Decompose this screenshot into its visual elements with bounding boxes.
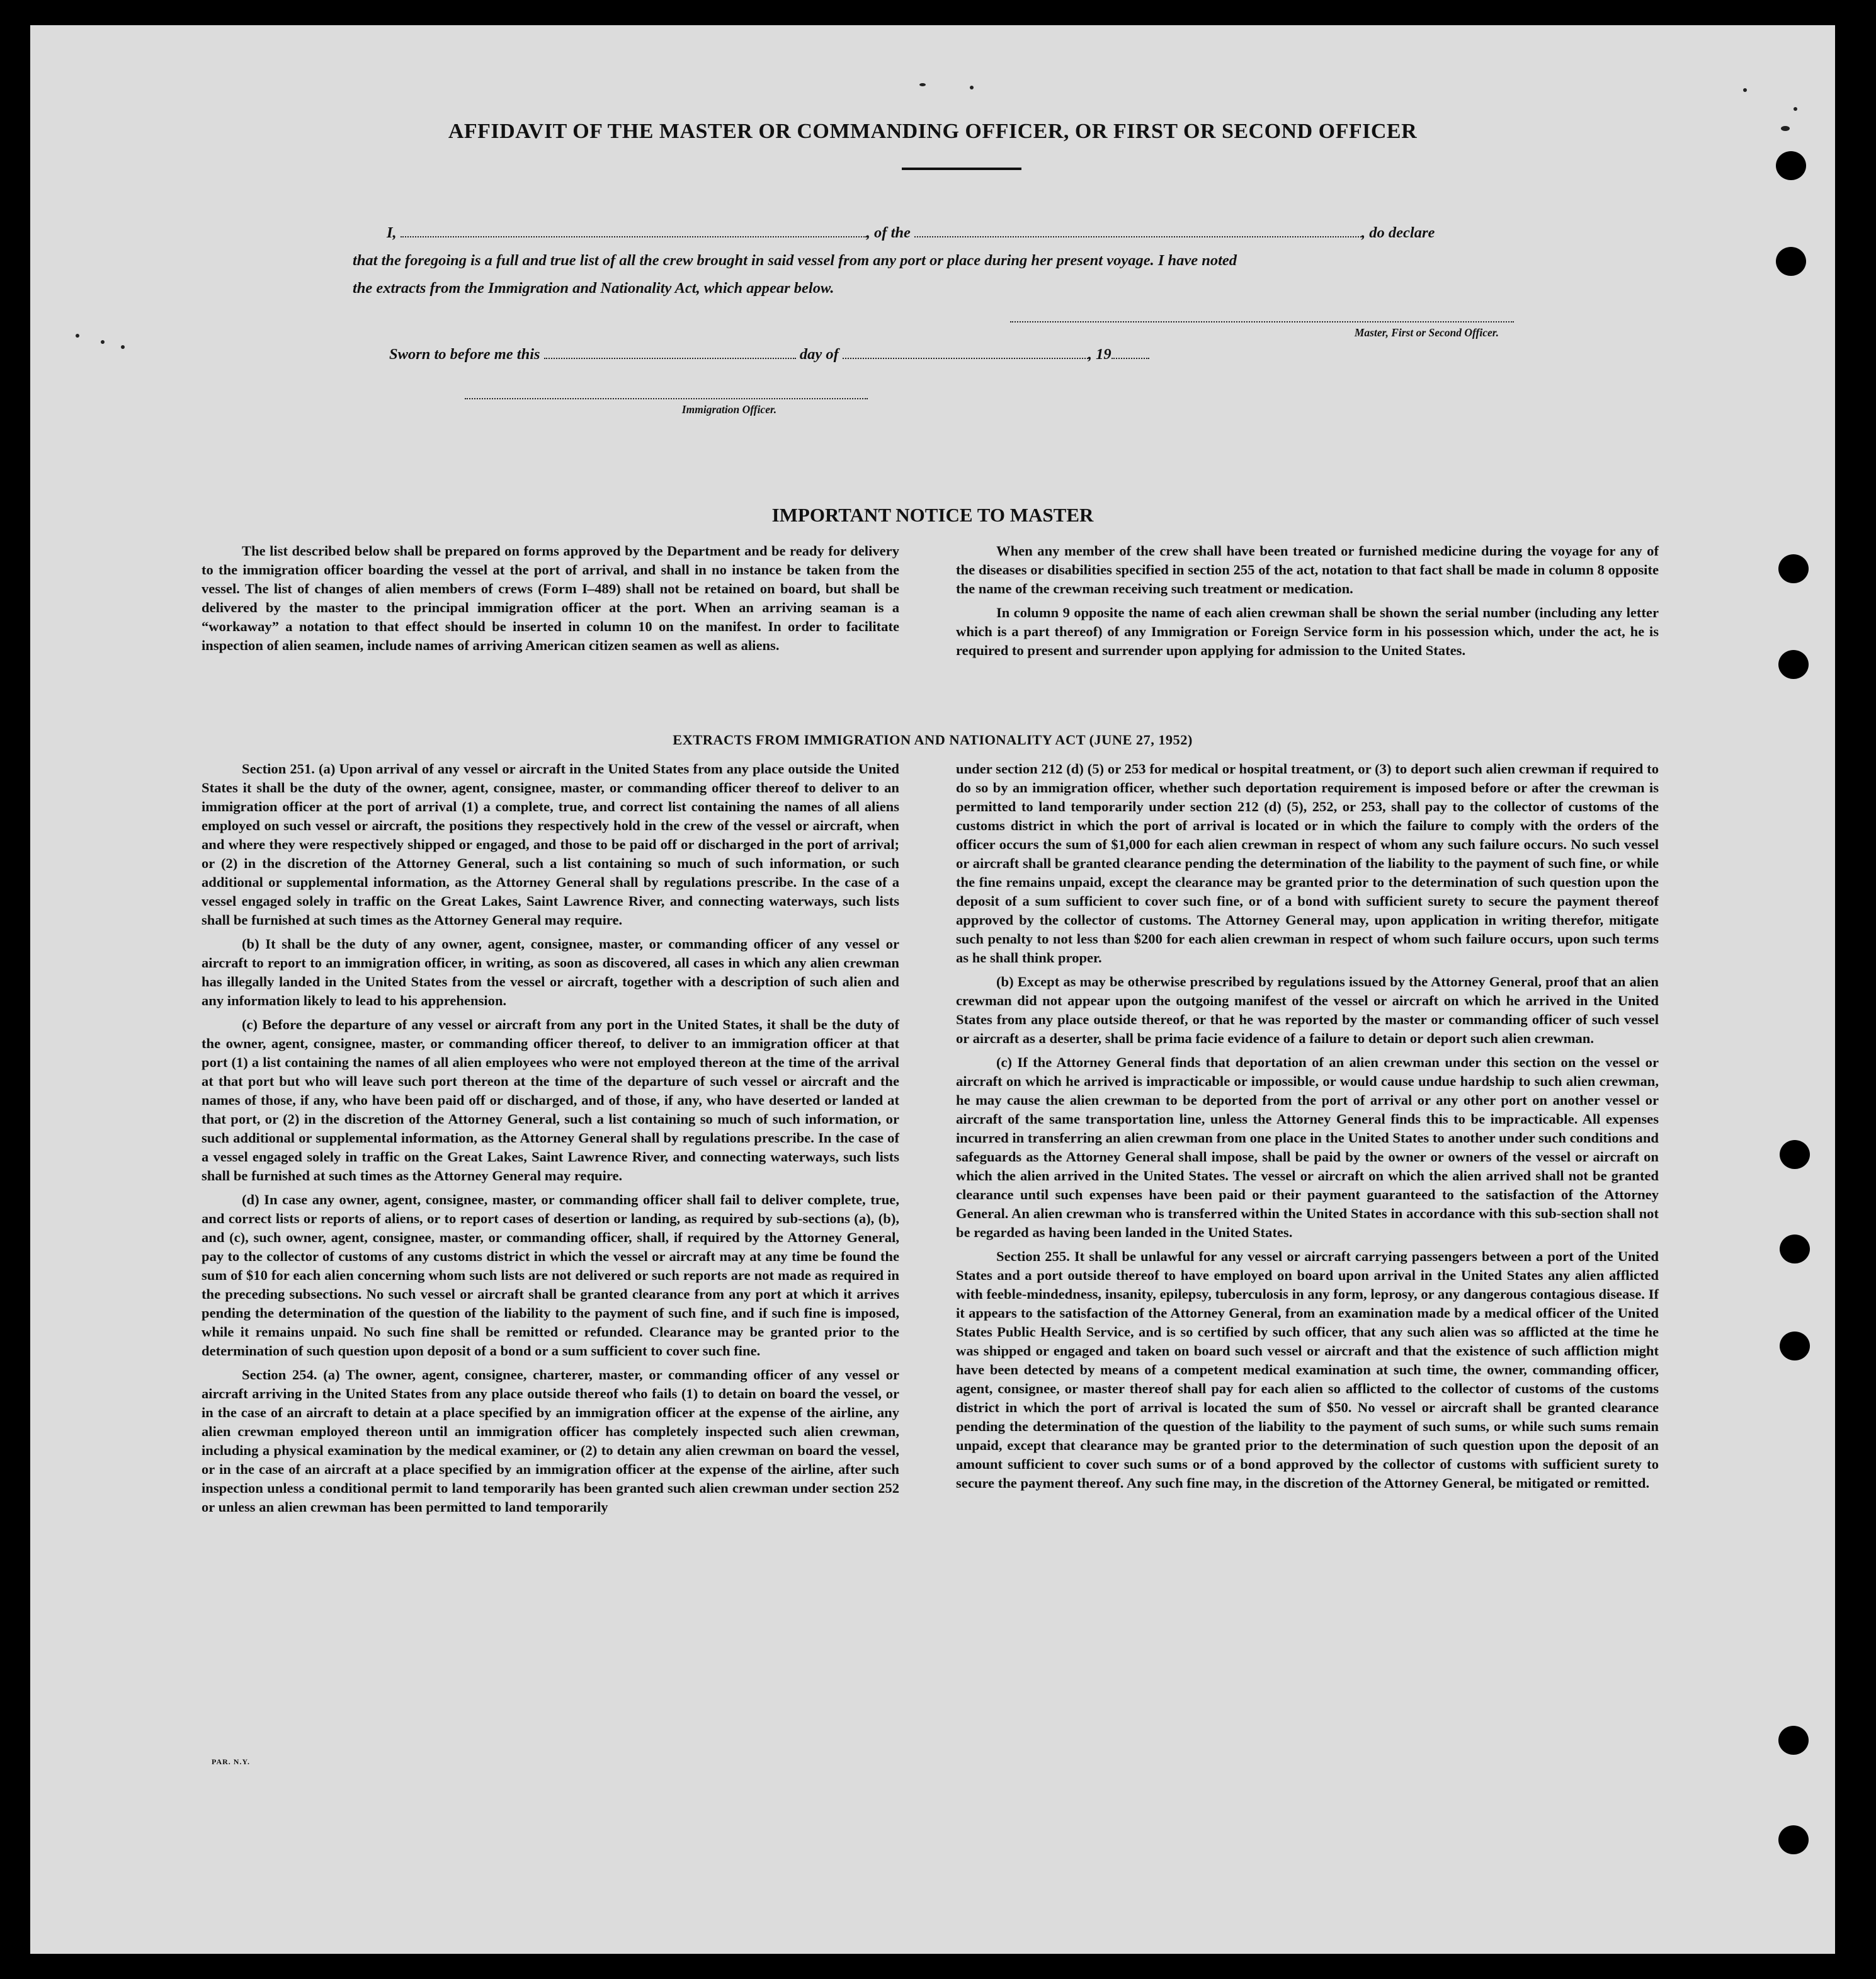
- section-254-b: (b) Except as may be otherwise prescribed by regulations issued by the Attorney General, proof that an alien crewman did not appear upon the outgoing manifest of the vessel or aircraft on which he arrived in the United States from any place outside thereof, or that he was reported by the master or commanding officer of such vessel or aircraft as a deserter, shall be prima facie evidence of a failure to detain or deport such alien crewman.: [956, 974, 1659, 1046]
- master-caption: Master, First or Second Officer.: [1354, 326, 1499, 339]
- footer-code: PAR. N.Y.: [212, 1757, 251, 1766]
- immigration-signature-line[interactable]: [465, 398, 868, 399]
- sworn-line: [389, 345, 1149, 363]
- extracts-left-column: [202, 760, 899, 1522]
- section-251-d: (d) In case any owner, agent, consignee, master, or commanding officer shall fail to deliver complete, true, and correct lists or reports of aliens, or to report cases of desertion or landing, as required by sub-sections (a), (b), and (c), such owner, agent, consignee, master, or commanding officer, shall, if required by the Attorney General, pay to the collector of customs of any customs district in which the vessel or aircraft may at any time be found the sum of $10 for each alien concerning whom such lists are not delivered or such reports are not made as required in the preceding subsections. No such vessel or aircraft shall be granted clearance from any port at which it arrives pending the determination of the question of the liability to the payment of such fine, and if such fine is imposed, while it remains unpaid. No such fine shall be remitted or refunded. Clearance may be granted prior to the determination of such question upon deposit of a bond or a sum sufficient to cover such fine.: [202, 1192, 899, 1359]
- i-label: I,: [387, 224, 397, 241]
- section-254-a: Section 254. (a) The owner, agent, consignee, charterer, master, or commanding officer of any vessel or aircraft arriving in the United States from any place outside thereof who fails (1) to detain on board the vessel, or in the case of an aircraft to detain at a place specified by an immigration officer at the expense of the airline, any alien crewman employed thereon until an immigration officer has completely inspected such alien crewman, including a physical examination by the medical examiner, or (2) to detain any alien crewman on board the vessel, or in the case of an aircraft at a place specified by an immigration officer at the expense of the airline, after such inspection unless a conditional permit to land temporarily has been granted such alien crewman under section 252 or unless an alien crewman has been permitted to land temporarily: [202, 1367, 899, 1515]
- section-251-a: Section 251. (a) Upon arrival of any vessel or aircraft in the United States from any place outside the United States it shall be the duty of the owner, agent, consignee, master, or commanding officer thereof to deliver to an immigration officer at the port of arrival (1) a complete, true, and correct list containing the names of all aliens employed on such vessel or aircraft, the positions they respectively hold in the crew of the vessel or aircraft, when and where they were respectively shipped or engaged, and those to be paid off or discharged in the port of arrival; or (2) in the discretion of the Attorney General, such a list containing so much of such information, or such additional or supplemental information, as the Attorney General shall by regulations prescribe. In the case of a vessel engaged solely in traffic on the Great Lakes, Saint Lawrence River, and connecting waterways, such lists shall be furnished at such times as the Attorney General may require.: [202, 761, 899, 928]
- speck: [76, 334, 79, 338]
- extracts-right-column: [956, 760, 1659, 1498]
- notice-left-column: [202, 542, 899, 660]
- master-signature-line[interactable]: [1010, 321, 1514, 322]
- sworn-day-field[interactable]: [544, 345, 796, 359]
- speck: [1743, 88, 1747, 92]
- speck: [101, 340, 105, 344]
- declaration-line-3: the extracts from the Immigration and Nationality Act, which appear below.: [353, 280, 834, 297]
- section-254-a-continued: under section 212 (d) (5) or 253 for medical or hospital treatment, or (3) to deport such alien crewman if required to do so by an immigration officer, whether such deportation requirement is imposed before or after the crewman is permitted to land temporarily under section 212 (d) (5), 252, or 253, shall pay to the collector of customs of the customs district in which the port of arrival is located or in which the failure to comply with the orders of the officer occurs the sum of $1,000 for each alien crewman in respect of whom any such failure occurs. No such vessel or aircraft shall be granted clearance pending the determination of the liability to the payment of such fine, or while the fine remains unpaid, except the clearance may be granted prior to the determination of such question upon the deposit of a sum sufficient to cover such fine, or of a bond with sufficient surety to secure the payment thereof approved by the collector of customs. The Attorney General may, upon application in writing therefor, mitigate such penalty to not less than $200 for each alien crewman in respect of whom such failure occurs, upon such terms as he shall think proper.: [956, 761, 1659, 966]
- sworn-year-field[interactable]: [1111, 345, 1149, 359]
- sworn-month-field[interactable]: [843, 345, 1088, 359]
- speck: [121, 345, 125, 349]
- section-254-c: (c) If the Attorney General finds that deportation of an alien crewman under this section on the vessel or aircraft on which he arrived is impracticable or impossible, or would cause undue hardship to such alien crewman, he may cause the alien crewman to be deported from the port of arrival or any other port on another vessel or aircraft of the same transportation line, unless the Attorney General finds this to be impracticable. All expenses incurred in transferring an alien crewman from one place in the United States to another under such conditions and safeguards as the Attorney General shall impose, shall be paid by the owner or owners of the vessel or aircraft on which the alien arrived in the United States. The vessel or aircraft on which the alien arrived shall not be granted clearance until such expenses have been paid or their payment guaranteed to the satisfaction of the Attorney General. An alien crewman who is transferred within the United States in accordance with this sub-section shall not be regarded as having been landed in the United States.: [956, 1054, 1659, 1240]
- speck: [1794, 107, 1797, 111]
- speck: [1781, 126, 1790, 131]
- section-255: Section 255. It shall be unlawful for any vessel or aircraft carrying passengers between a port of the United States and a port outside thereof to have employed on board upon arrival in the United States any alien afflicted with feeble-mindedness, insanity, epilepsy, tuberculosis in any form, leprosy, or any dangerous contagious disease. If it appears to the satisfaction of the Attorney General, from an examination made by a medical officer of the United States Public Health Service, and is so certified by such officer, that any such alien was so afflicted at the time he was shipped or engaged and taken on board such vessel or aircraft and that the existence of such affliction might have been detected by means of a competent medical examination at such time, the owner, commanding officer, agent, consignee, or master thereof shall pay for each alien so afflicted to the collector of customs of the customs district in which the port of arrival is located the sum of $50. No vessel or aircraft shall be granted clearance pending the determination of the question of the liability to the payment of such sums, or while such sums remain unpaid, except that clearance may be granted prior to the determination of such question upon the deposit of an amount sufficient to cover such sums or of a bond approved by the collector of customs with sufficient surety to secure the payment thereof. Any such fine may, in the discretion of the Attorney General, be mitigated or remitted.: [956, 1248, 1659, 1491]
- sworn-label: Sworn to before me this: [389, 346, 540, 363]
- name-field[interactable]: [401, 224, 867, 237]
- binder-hole: [1776, 247, 1806, 276]
- day-of-label: day of: [799, 346, 839, 363]
- extracts-title: EXTRACTS FROM IMMIGRATION AND NATIONALITY ACT (JUNE 27, 1952): [673, 732, 1193, 748]
- notice-title: IMPORTANT NOTICE TO MASTER: [771, 504, 1094, 526]
- year-label: , 19: [1088, 346, 1111, 363]
- immigration-caption: Immigration Officer.: [681, 403, 777, 416]
- document-page: [30, 25, 1835, 1954]
- notice-right-column: [956, 542, 1659, 665]
- declaration-line-2: that the foregoing is a full and true list of all the crew brought in said vessel from any port or place during her present voyage. I have noted: [353, 252, 1237, 269]
- title-underline: [902, 168, 1021, 170]
- of-the-label: , of the: [866, 224, 911, 241]
- binder-hole: [1776, 151, 1806, 180]
- speck: [919, 83, 926, 86]
- notice-right-paragraph-1: When any member of the crew shall have been treated or furnished medicine during the voyage for any of the diseases or disabilities specified in section 255 of the act, notation to that fact shall be made in column 8 opposite the name of the crewman receiving such treatment or medication.: [956, 543, 1659, 596]
- binder-hole: [1778, 1726, 1809, 1755]
- section-251-b: (b) It shall be the duty of any owner, agent, consignee, master, or commanding officer of any vessel or aircraft to report to an immigration officer, in writing, as soon as discovered, all cases in which any alien crewman has illegally landed in the United States from the vessel or aircraft, together with a description of such alien and any information likely to lead to his apprehension.: [202, 936, 899, 1008]
- notice-right-paragraph-2: In column 9 opposite the name of each alien crewman shall be shown the serial number (including any letter which is a part thereof) of any Immigration or Foreign Service form in his possession which, under the act, he is required to present and surrender upon applying for admission to the United States.: [956, 605, 1659, 658]
- declaration-line-1: [387, 224, 1435, 242]
- speck: [970, 86, 974, 89]
- binder-hole: [1778, 1825, 1809, 1854]
- binder-hole: [1778, 650, 1809, 679]
- section-251-c: (c) Before the departure of any vessel or aircraft from any port in the United States, it shall be the duty of the owner, agent, consignee, master, or commanding officer thereof, to deliver to an immigration officer at that port (1) a list containing the names of all alien employees who were not employed thereon at the time of the arrival at that port but who will leave such port thereon at the time of the departure of such vessel or aircraft and the names of those, if any, who have been paid off or discharged, and of those, if any, who have deserted or landed at that port, or (2) in the discretion of the Attorney General, such a list containing so much of such information, or such additional or supplemental information, as the Attorney General shall by regulations prescribe. In the case of a vessel engaged solely in traffic on the Great Lakes, Saint Lawrence River, and connecting waterways, such lists shall be furnished at such times as the Attorney General may require.: [202, 1017, 899, 1183]
- declare-label: , do declare: [1362, 224, 1435, 241]
- affidavit-title: AFFIDAVIT OF THE MASTER OR COMMANDING OFFICER, OR FIRST OR SECOND OFFICER: [448, 120, 1418, 143]
- binder-hole: [1780, 1140, 1810, 1169]
- binder-hole: [1780, 1235, 1810, 1263]
- vessel-field[interactable]: [914, 224, 1362, 237]
- binder-hole: [1778, 554, 1809, 583]
- binder-hole: [1780, 1332, 1810, 1360]
- notice-left-paragraph: The list described below shall be prepared on forms approved by the Department and be ready for delivery to the immigration officer boarding the vessel at the port of arrival, and shall in no instance be taken from the vessel. The list of changes of alien members of crews (Form I–489) shall not be retained on board, but shall be delivered by the master to the principal immigration officer at the port. When an arriving seaman is a “workaway” a notation to that effect should be inserted in column 10 on the manifest. In order to facilitate inspection of alien seamen, include names of arriving American citizen seamen as well as aliens.: [202, 543, 899, 653]
